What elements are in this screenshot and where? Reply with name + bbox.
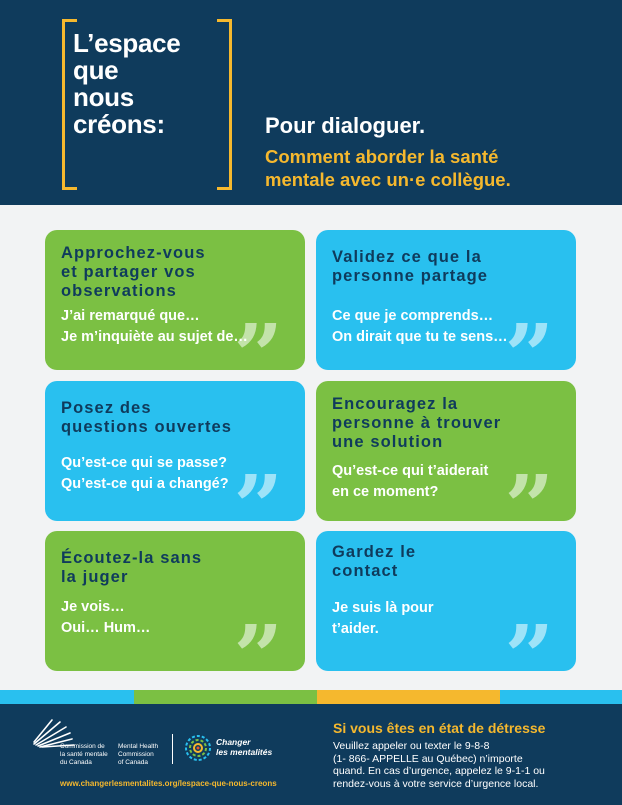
card-quote: Je vois… Oui… Hum… — [61, 599, 151, 636]
quote-mark-icon: ” — [233, 306, 283, 370]
card-heading: Gardez le contact — [332, 543, 417, 580]
quote-mark-icon: ” — [233, 457, 283, 521]
page-tagline: Comment aborder la santé mentale avec un·e collègue. — [265, 146, 511, 190]
card-open-questions — [45, 381, 305, 521]
stripe-blue — [0, 690, 134, 704]
card-heading: Approchez-vous et partager vos observations — [61, 244, 206, 300]
stripe-green — [134, 690, 317, 704]
card-listen — [45, 531, 305, 671]
card-quote: Ce que je comprends… On dirait que tu te sens… — [332, 308, 508, 345]
footer-divider — [172, 734, 173, 764]
card-quote: J’ai remarqué que… Je m’inquiète au sujet de… — [61, 308, 248, 345]
page-subtitle: Pour dialoguer. — [265, 113, 426, 138]
card-heading: Validez ce que la personne partage — [332, 248, 489, 285]
card-heading: Écoutez-la sans la juger — [61, 549, 203, 586]
card-heading: Encouragez la personne à trouver une solution — [332, 395, 502, 451]
card-heading: Posez des questions ouvertes — [61, 399, 233, 436]
org-name-en: Mental Health Commission of Canada — [118, 743, 159, 766]
card-quote: Qu’est-ce qui se passe? Qu’est-ce qui a changé? — [61, 455, 229, 492]
org-name-fr: Commission de la santé mentale du Canada — [60, 743, 108, 766]
distress-text: Veuillez appeler ou texter le 9-8-8 (1- 866- APPELLE au Québec) n’importe quand. En cas d’urgence, appelez le 9-1-1 ou rendez-vous à votre service d’urgence local. — [333, 740, 545, 790]
quote-mark-icon: ” — [233, 607, 283, 671]
card-stay-in-touch — [316, 531, 576, 671]
color-stripes — [0, 690, 622, 704]
quote-mark-icon: ” — [504, 607, 554, 671]
stripe-yellow — [317, 690, 500, 704]
quote-mark-icon: ” — [504, 457, 554, 521]
card-quote: Qu’est-ce qui t’aiderait en ce moment? — [332, 463, 489, 500]
card-encourage — [316, 381, 576, 521]
footer-url-link[interactable]: www.changerlesmentalites.org/lespace-que-nous-creons — [60, 779, 277, 788]
stripe-blue-right — [500, 690, 622, 704]
page-title: L’espace que nous créons: — [73, 28, 181, 139]
card-validate — [316, 230, 576, 370]
distress-heading: Si vous êtes en état de détresse — [333, 720, 546, 736]
card-approach — [45, 230, 305, 370]
card-quote: Je suis là pour t’aider. — [332, 600, 434, 637]
changer-logo-icon — [184, 734, 212, 762]
quote-mark-icon: ” — [504, 306, 554, 370]
changer-name: Changer les mentalités — [216, 737, 273, 757]
